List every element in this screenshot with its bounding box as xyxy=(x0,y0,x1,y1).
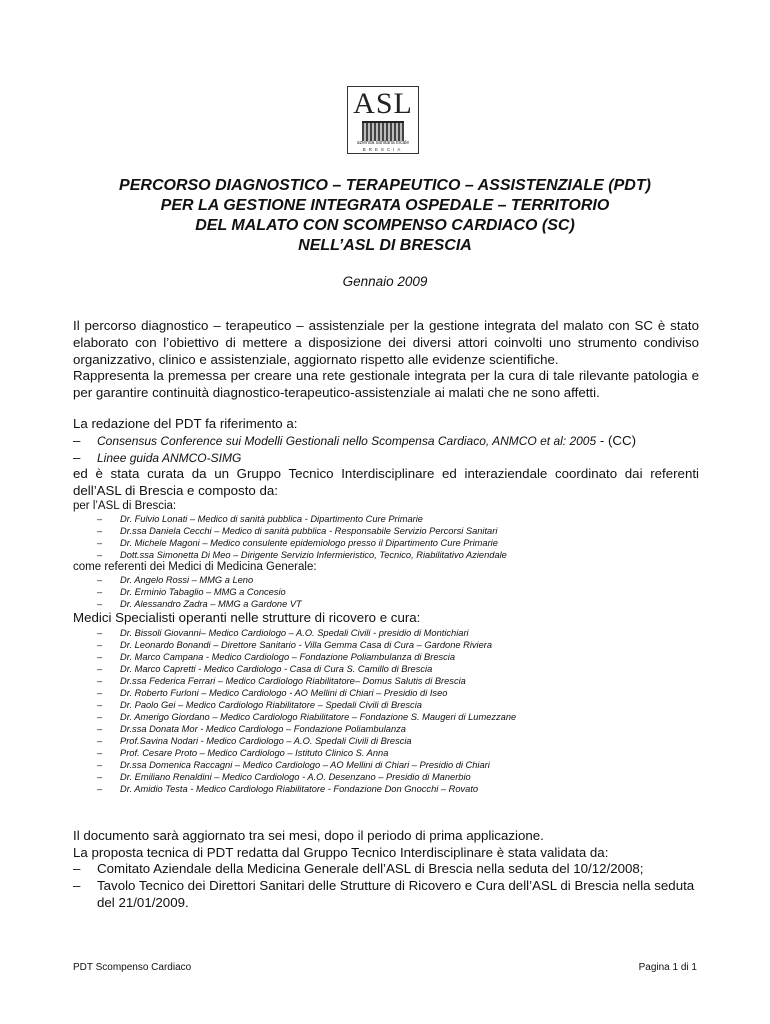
list-item xyxy=(73,687,699,699)
intro-paragraph-2: Rappresenta la premessa per creare una rete gestionale integrata per la cura di tale rilevante patologia e per garantire continuità diagnostico-terapeutico-assistenziale ai malati che ne sono affetti. xyxy=(73,368,699,401)
dash-marker: – xyxy=(97,525,103,536)
reference-item xyxy=(73,433,699,450)
dash-marker: – xyxy=(97,771,103,782)
list-item xyxy=(73,537,699,549)
list-item-text: Dr. Leonardo Bonandi – Direttore Sanitario - Villa Gemma Casa di Cura – Gardone Riviera xyxy=(120,639,493,650)
list-item-text: Dr.ssa Donata Mor - Medico Cardiologo – Fondazione Poliambulanza xyxy=(120,723,406,734)
dash-marker: – xyxy=(97,639,103,650)
list-item-text: Dr. Erminio Tabaglio – MMG a Concesio xyxy=(120,586,286,597)
references-heading: La redazione del PDT fa riferimento a: xyxy=(73,415,298,431)
list-item-text: Dr. Angelo Rossi – MMG a Leno xyxy=(120,574,254,585)
closing-line-2: La proposta tecnica di PDT redatta dal Gruppo Tecnico Interdisciplinare è stata validata da: xyxy=(73,844,609,860)
dash-marker: – xyxy=(73,432,81,448)
dash-marker: – xyxy=(73,449,81,465)
list-item xyxy=(73,663,699,675)
dash-marker: – xyxy=(97,783,103,794)
list-item-text: Dr. Alessandro Zadra – MMG a Gardone VT xyxy=(120,598,302,609)
reference-item-tail: - (CC) xyxy=(596,432,637,448)
list-item-text: Dr. Amerigo Giordano – Medico Cardiologo Riabilitatore – Fondazione S. Maugeri di Lumezzane xyxy=(120,711,517,722)
validation-item-text: Comitato Aziendale della Medicina Generale dell’ASL di Brescia nella seduta del 10/12/2008; xyxy=(97,861,644,877)
list-item xyxy=(73,723,699,735)
closing-line-1: Il documento sarà aggiornato tra sei mesi, dopo il periodo di prima applicazione. xyxy=(73,827,544,843)
list-item-text: Dr.ssa Domenica Raccagni – Medico Cardiologo – AO Mellini di Chiari – Presidio di Chiari xyxy=(120,759,490,770)
list-item xyxy=(73,711,699,723)
title-line: PERCORSO DIAGNOSTICO – TERAPEUTICO – ASSISTENZIALE (PDT) xyxy=(119,177,651,194)
dash-marker: – xyxy=(73,878,81,894)
dash-marker: – xyxy=(97,699,103,710)
dash-marker: – xyxy=(97,574,103,585)
asl-logo xyxy=(347,86,419,154)
list-item xyxy=(73,525,699,537)
dash-marker: – xyxy=(97,549,103,560)
list-item xyxy=(73,639,699,651)
dash-marker: – xyxy=(97,537,103,548)
intro-paragraph-1: Il percorso diagnostico – terapeutico – assistenziale per la gestione integrata del malato con SC è stato elaborato con l’obiettivo di mettere a disposizione dei diversi attori coinvolti uno strumento condiviso organizzativo, clinico e assistenziale, aggiornato rispetto alle evidenze scientifiche. xyxy=(73,318,699,367)
dash-marker: – xyxy=(97,663,103,674)
list-item-text: Prof. Cesare Proto – Medico Cardiologo – Istituto Clinico S. Anna xyxy=(120,747,389,758)
title-line: PER LA GESTIONE INTEGRATA OSPEDALE – TERRITORIO xyxy=(160,197,610,214)
list-item xyxy=(73,586,699,598)
dash-marker: – xyxy=(73,861,81,877)
asl-members-list xyxy=(73,513,699,561)
validation-item-text: Tavolo Tecnico dei Direttori Sanitari delle Strutture di Ricovero e Cura dell’ASL di Brescia nella seduta del 21/01/2009. xyxy=(97,878,695,910)
list-item xyxy=(73,675,699,687)
list-item-text: Dr. Amidio Testa - Medico Cardiologo Riabilitatore - Fondazione Don Gnocchi – Rovato xyxy=(120,783,479,794)
list-item xyxy=(73,747,699,759)
dash-marker: – xyxy=(97,675,103,686)
list-item xyxy=(73,513,699,525)
list-item xyxy=(73,783,699,795)
dash-marker: – xyxy=(97,513,103,524)
dash-marker: – xyxy=(97,735,103,746)
specialists-list xyxy=(73,627,699,795)
asl-heading: per l’ASL di Brescia: xyxy=(73,499,177,512)
document-body xyxy=(73,318,699,912)
list-item-text: Prof.Savina Nodari - Medico Cardiologo – A.O. Spedali Civili di Brescia xyxy=(120,735,412,746)
document-title xyxy=(40,176,730,256)
reference-item-title: Consensus Conference sui Modelli Gestionali nello Scompensa Cardiaco, ANMCO et al: 2005 xyxy=(97,433,597,448)
list-item-text: Dott.ssa Simonetta Di Meo – Dirigente Servizio Infermieristico, Tecnico, Riabilitativo Aziendale xyxy=(120,549,507,560)
list-item-text: Dr.ssa Daniela Cecchi – Medico di sanità pubblica - Responsabile Servizio Percorsi Sanitari xyxy=(120,525,498,536)
list-item xyxy=(73,735,699,747)
footer-page-number: Pagina 1 di 1 xyxy=(638,962,697,973)
list-item xyxy=(73,549,699,561)
logo-line1: azienda sanitaria locale xyxy=(356,140,410,146)
footer-title: PDT Scompenso Cardiaco xyxy=(73,962,192,973)
reference-item-title: Linee guida ANMCO-SIMG xyxy=(97,450,242,465)
dash-marker: – xyxy=(97,759,103,770)
validation-item xyxy=(73,878,699,912)
list-item-text: Dr. Roberto Furloni – Medico Cardiologo - AO Mellini di Chiari – Presidio di Iseo xyxy=(120,687,448,698)
logo-line2: BRESCIA xyxy=(362,147,404,152)
list-item-text: Dr. Marco Capretti - Medico Cardiologo - Casa di Cura S. Camillo di Brescia xyxy=(120,663,433,674)
list-item-text: Dr. Paolo Gei – Medico Cardiologo Riabilitatore – Spedali Civili di Brescia xyxy=(120,699,422,710)
list-item xyxy=(73,759,699,771)
list-item-text: Dr. Marco Campana - Medico Cardiologo – Fondazione Poliambulanza di Brescia xyxy=(120,651,456,662)
dash-marker: – xyxy=(97,687,103,698)
list-item-text: Dr. Michele Magoni – Medico consulente epidemiologo presso il Dipartimento Cure Primarie xyxy=(120,537,498,548)
dash-marker: – xyxy=(97,627,103,638)
list-item-text: Dr.ssa Federica Ferrari – Medico Cardiologo Riabilitatore– Domus Salutis di Brescia xyxy=(120,675,466,686)
group-description: ed è stata curata da un Gruppo Tecnico Interdisciplinare ed interaziendale coordinato dai referenti dell’ASL di Brescia e composto da: xyxy=(73,466,699,499)
dash-marker: – xyxy=(97,651,103,662)
title-line: DEL MALATO CON SCOMPENSO CARDIACO (SC) xyxy=(195,217,575,234)
dash-marker: – xyxy=(97,598,103,609)
list-item xyxy=(73,627,699,639)
title-line: NELL’ASL DI BRESCIA xyxy=(298,237,472,254)
dash-marker: – xyxy=(97,586,103,597)
reference-item xyxy=(73,450,699,467)
mmg-members-list xyxy=(73,574,699,610)
dash-marker: – xyxy=(97,711,103,722)
list-item xyxy=(73,771,699,783)
list-item xyxy=(73,598,699,610)
list-item-text: Dr. Emiliano Renaldini – Medico Cardiologo - A.O. Desenzano – Presidio di Manerbio xyxy=(120,771,471,782)
dash-marker: – xyxy=(97,747,103,758)
specialists-heading: Medici Specialisti operanti nelle strutture di ricovero e cura: xyxy=(73,609,421,625)
list-item xyxy=(73,651,699,663)
logo-building-icon xyxy=(362,121,404,141)
list-item-text: Dr. Fulvio Lonati – Medico di sanità pubblica - Dipartimento Cure Primarie xyxy=(120,513,423,524)
list-item xyxy=(73,699,699,711)
list-item xyxy=(73,574,699,586)
logo-letters: ASL xyxy=(353,87,413,120)
dash-marker: – xyxy=(97,723,103,734)
list-item-text: Dr. Bissoli Giovanni– Medico Cardiologo – A.O. Spedali Civili - presidio di Montichiari xyxy=(120,627,469,638)
document-date: Gennaio 2009 xyxy=(342,274,428,289)
validation-item xyxy=(73,861,699,878)
mmg-heading: come referenti dei Medici di Medicina Generale: xyxy=(73,560,317,573)
